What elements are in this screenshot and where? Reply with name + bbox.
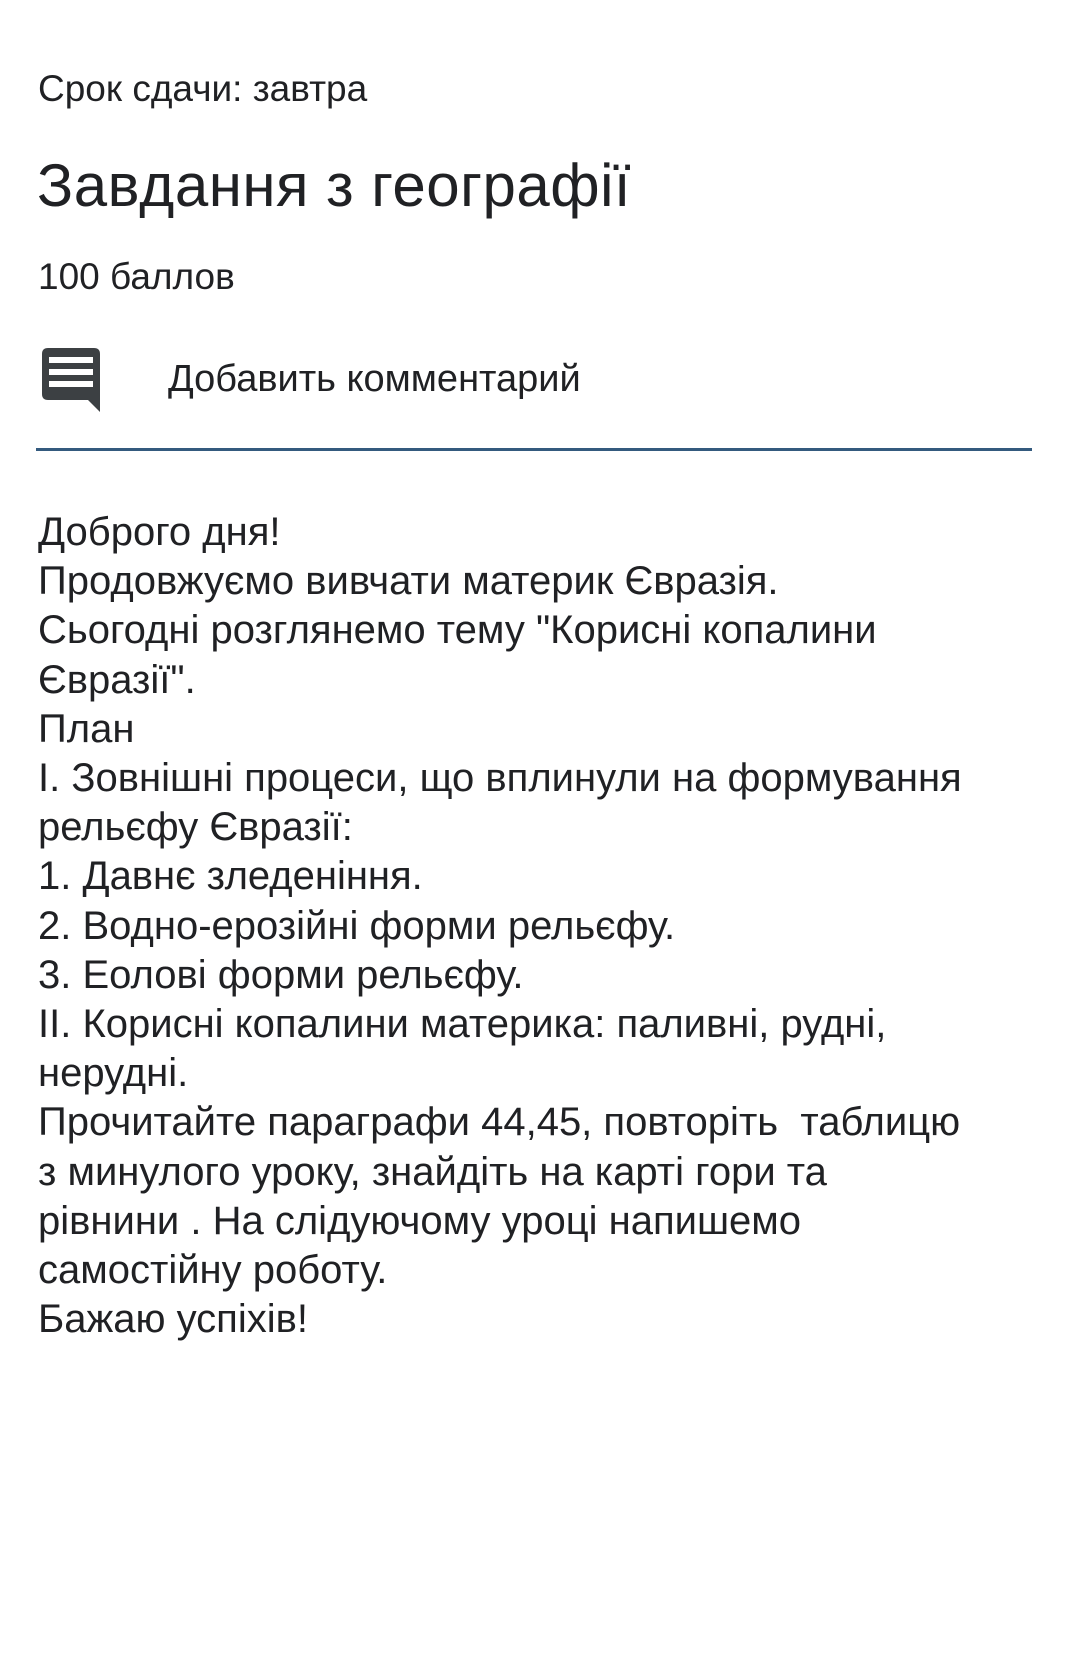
- description-line: рівнини . На слідуючому уроці напишемо: [38, 1198, 802, 1243]
- description-line: нерудні.: [38, 1051, 189, 1096]
- description-line: рельєфу Євразії:: [38, 805, 353, 850]
- description-line: Бажаю успіхів!: [38, 1297, 308, 1342]
- assignment-title: Завдання з географії: [37, 152, 632, 219]
- description-line: 1. Давнє зледеніння.: [38, 854, 423, 899]
- description-line: Євразії".: [38, 657, 196, 702]
- add-comment-label: Добавить комментарий: [168, 358, 581, 400]
- description-line: Прочитайте параграфи 44,45, повторіть таблицю: [38, 1100, 961, 1145]
- description-line: План: [38, 706, 135, 751]
- assignment-description: [38, 508, 1032, 1344]
- due-date: Срок сдачи: завтра: [38, 68, 368, 109]
- assignment-points: 100 баллов: [38, 256, 235, 297]
- description-line: з минулого уроку, знайдіть на карті гори та: [38, 1149, 827, 1194]
- section-divider: [36, 448, 1032, 451]
- description-line: Доброго дня!: [38, 510, 281, 554]
- comment-icon: [38, 344, 106, 414]
- add-comment-button[interactable]: [38, 344, 581, 414]
- description-line: 3. Еолові форми рельєфу.: [38, 952, 524, 997]
- description-line: 2. Водно-ерозійні форми рельєфу.: [38, 903, 676, 948]
- description-line: самостійну роботу.: [38, 1248, 388, 1293]
- description-line: Сьогодні розглянемо тему "Корисні копалини: [38, 608, 877, 653]
- description-line: ІІ. Корисні копалини материка: паливні, рудні,: [38, 1002, 887, 1047]
- description-line: І. Зовнішні процеси, що вплинули на формування: [38, 756, 962, 801]
- description-line: Продовжуємо вивчати материк Євразія.: [38, 559, 779, 604]
